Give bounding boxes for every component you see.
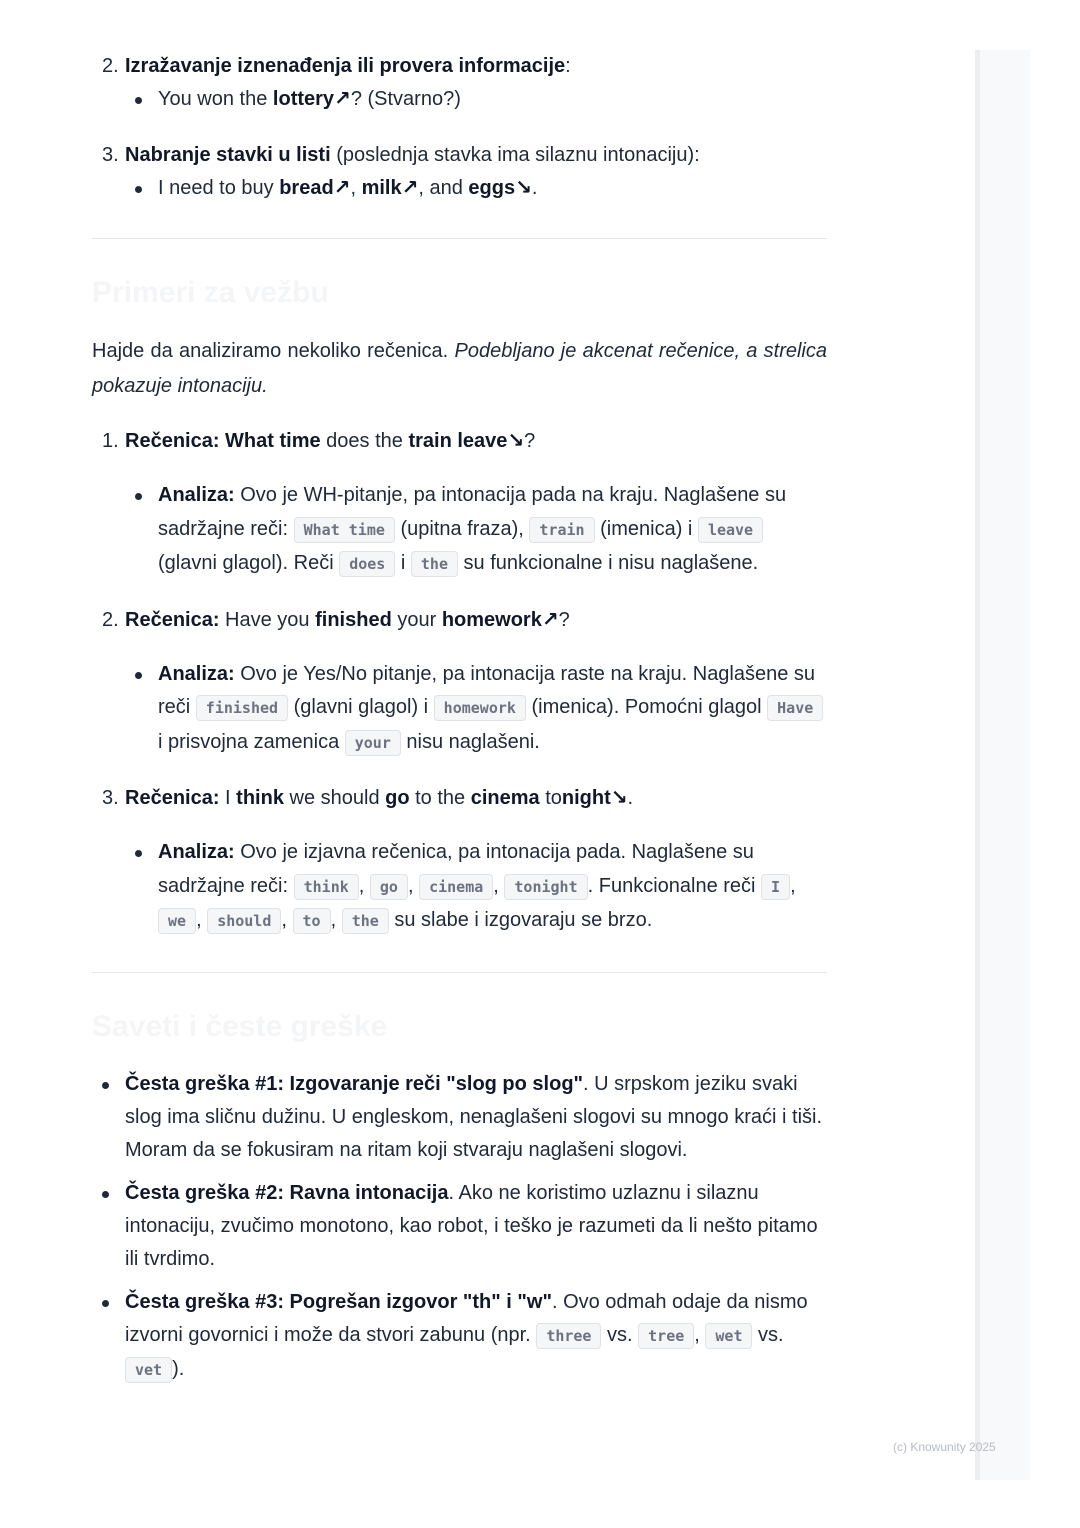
list-item: 2. Izražavanje iznenađenja ili provera informacije: You won the lottery↗? (Stvarno?) — [92, 50, 827, 117]
analysis-item — [125, 479, 827, 582]
list-number: 3. — [102, 787, 119, 809]
side-scroll-rail — [975, 50, 1030, 1480]
text-run: , — [694, 1323, 706, 1346]
text-run: , — [196, 909, 208, 931]
bold-text: lottery↗ — [272, 88, 351, 110]
text-run: (imenica). Pomoćni glagol — [525, 696, 768, 718]
code-term: Have — [767, 695, 823, 721]
bold-text: Rečenica: — [125, 608, 220, 631]
bold-text: Analiza: — [158, 841, 235, 863]
text-run: vs. — [601, 1323, 639, 1346]
bold-text: bread↗ — [279, 176, 351, 199]
text-run: . U srpskom jeziku svaki slog ima sličnu dužinu. U engleskom, nenaglašeni slogovi su mnogo kraći i tiši. Moram da se fokusiram na ritam koji stvaraju naglašeni slogovi. — [125, 1072, 823, 1161]
code-term: What time — [294, 517, 395, 543]
list-item-title: Nabranje stavki u listi — [125, 143, 331, 166]
code-term: should — [207, 908, 281, 934]
code-term: vet — [125, 1357, 172, 1383]
code-term: does — [339, 551, 395, 577]
bold-text: think — [236, 787, 284, 809]
tip-item — [92, 1068, 827, 1167]
bold-text: Analiza: — [158, 662, 235, 685]
bold-text: Česta greška #3: Pogrešan izgovor "th" i "w" — [125, 1290, 552, 1313]
example-list — [125, 83, 827, 117]
list-number: 2. — [102, 608, 119, 631]
example-item — [125, 172, 827, 206]
code-term: train — [529, 517, 594, 543]
text-run: I — [219, 787, 237, 809]
practice-item — [92, 604, 827, 761]
text-run: , — [358, 874, 370, 897]
bold-text: cinema — [470, 787, 540, 809]
text-run: vs. — [752, 1323, 784, 1346]
analysis-item — [125, 836, 827, 939]
analysis-list — [125, 658, 827, 761]
text-run: Ovo je izjavna rečenica, pa intonacija pada. Naglašene su sadržajne reči: — [158, 841, 754, 897]
code-term: go — [370, 874, 408, 900]
text-run: . — [627, 787, 634, 809]
text-run: su funkcionalne i nisu naglašene. — [457, 552, 759, 574]
code-term: to — [293, 908, 331, 934]
code-term: tonight — [504, 874, 587, 900]
text-run: su slabe i izgovaraju se brzo. — [388, 909, 653, 931]
text-run: (glavni glagol) i — [288, 696, 434, 718]
list-item: 3. Nabranje stavki u listi (poslednja stavka ima silaznu intonaciju): I need to buy bread↗, milk↗, and eggs↘. — [92, 139, 827, 206]
intro-paragraph: Hajde da analiziramo nekoliko rečenica. Podebljano je akcenat rečenice, a strelica pokazuje intonaciju. — [92, 340, 827, 397]
continued-list — [92, 50, 827, 205]
text-run: , — [407, 874, 420, 897]
text-run: we should — [283, 787, 386, 809]
bold-text: Česta greška #1: Izgovaranje reči "slog po slog" — [125, 1072, 584, 1095]
text-run: to — [539, 787, 562, 809]
footer-copyright: (c) Knowunity 2025 — [893, 1440, 996, 1454]
code-term: think — [294, 874, 359, 900]
code-term: three — [536, 1323, 601, 1349]
text-run: i prisvojna zamenica — [158, 730, 345, 753]
text-run: i — [395, 552, 411, 574]
code-term: the — [342, 908, 389, 934]
text-run: ? — [524, 430, 536, 452]
tips-list — [92, 1068, 827, 1387]
text-run: You won the — [158, 88, 273, 110]
text-run: , — [330, 909, 342, 931]
code-term: homework — [434, 695, 526, 721]
code-term: tree — [638, 1323, 694, 1349]
text-run: , — [281, 909, 293, 931]
bold-text: Rečenica: What time — [125, 430, 321, 452]
text-run: (upitna fraza), — [394, 517, 530, 540]
analysis-list — [125, 479, 827, 582]
text-run: your — [391, 608, 442, 631]
code-term: I — [761, 874, 790, 900]
code-term: cinema — [419, 874, 493, 900]
practice-item — [92, 782, 827, 939]
sentence — [125, 430, 535, 452]
text-run: , and — [418, 176, 469, 199]
code-term: your — [345, 730, 401, 756]
text-run: Have you — [219, 608, 316, 631]
text-run: (imenica) i — [594, 517, 698, 540]
text-run: does the — [320, 430, 409, 452]
text-run: nisu naglašeni. — [400, 730, 540, 753]
text-run: ? — [558, 608, 570, 631]
section-divider — [92, 238, 827, 239]
list-item-title: Izražavanje iznenađenja ili provera informacije — [125, 55, 566, 77]
section-divider — [92, 972, 827, 973]
text-run: (glavni glagol). Reči — [158, 552, 340, 574]
bold-text: Česta greška #2: Ravna intonacija — [125, 1181, 449, 1204]
text-run: ). — [172, 1357, 185, 1380]
section-heading-practice: Primeri za vežbu — [92, 276, 329, 309]
text-run: Ovo je Yes/No pitanje, pa intonacija raste na kraju. Naglašene su reči — [158, 662, 816, 718]
example-item — [125, 83, 827, 117]
bold-text: homework↗ — [441, 608, 559, 631]
bold-text: go — [385, 787, 410, 809]
section-heading-tips: Saveti i česte greške — [92, 1009, 388, 1043]
code-term: the — [411, 551, 458, 577]
bold-text: Analiza: — [158, 484, 235, 506]
bold-text: milk↗ — [361, 176, 419, 199]
text-run: , — [493, 874, 505, 897]
analysis-list — [125, 836, 827, 939]
text-run: . Funkcionalne reči — [587, 874, 762, 897]
bold-text: eggs↘ — [468, 176, 532, 199]
text-run: . Ako ne koristimo uzlaznu i silaznu intonaciju, zvučimo monotono, kao robot, i teško je razumeti da li nešto pitamo ili tvrdimo. — [125, 1181, 818, 1270]
bold-text: finished — [315, 608, 392, 631]
bold-text: Rečenica: — [125, 787, 220, 809]
code-term: wet — [705, 1323, 752, 1349]
text-run: . — [531, 176, 538, 199]
code-term: finished — [196, 695, 288, 721]
practice-list — [92, 425, 827, 939]
tip-item — [92, 1286, 827, 1387]
code-term: we — [158, 908, 196, 934]
list-number: 2. — [102, 55, 119, 77]
list-number: 1. — [102, 430, 119, 452]
text-run: ? (Stvarno?) — [350, 88, 461, 110]
practice-item — [92, 425, 827, 582]
text-run: , — [350, 176, 362, 199]
code-term: leave — [698, 517, 763, 543]
text-run: , — [790, 874, 796, 897]
document-body — [92, 50, 827, 1387]
text-run: to the — [409, 787, 471, 809]
sentence — [125, 787, 633, 809]
bold-text: night↘ — [561, 787, 628, 809]
text-run: Ovo je WH-pitanje, pa intonacija pada na kraju. Naglašene su sadržajne reči: — [158, 484, 787, 540]
list-number: 3. — [102, 143, 119, 166]
text-run: . Ovo odmah odaje da nismo izvorni govornici i može da stvori zabunu (npr. — [125, 1290, 808, 1346]
analysis-item — [125, 658, 827, 761]
tip-item — [92, 1177, 827, 1276]
text-run: I need to buy — [158, 176, 280, 199]
example-list — [125, 172, 827, 206]
sentence — [125, 609, 570, 631]
bold-text: train leave↘ — [408, 430, 525, 452]
